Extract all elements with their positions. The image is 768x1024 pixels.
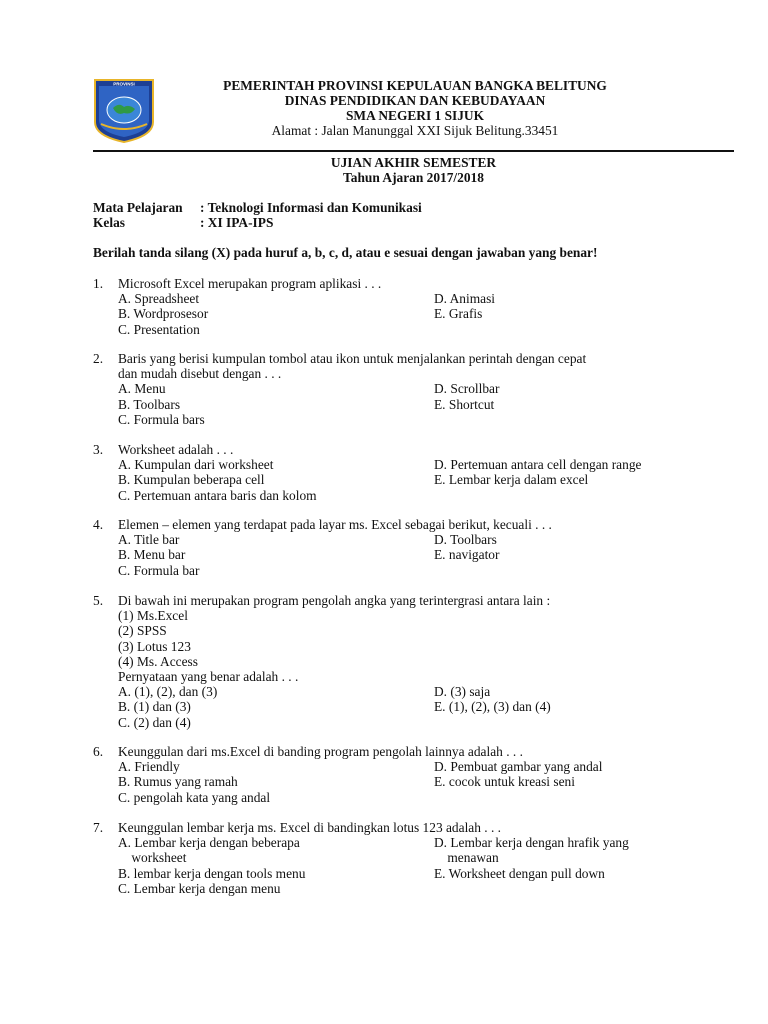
- question-stem: Keunggulan lembar kerja ms. Excel di bandingkan lotus 123 adalah . . .: [118, 820, 502, 835]
- exam-title: [93, 155, 734, 185]
- option-a[interactable]: A. Spreadsheet: [118, 291, 200, 307]
- option-e[interactable]: E. Worksheet dengan pull down: [434, 865, 605, 881]
- question-7: [93, 820, 693, 896]
- question-number: 7.: [93, 820, 104, 835]
- header-divider: [93, 150, 734, 152]
- option-b[interactable]: B. (1) dan (3): [118, 699, 191, 715]
- option-b[interactable]: B. Menu bar: [118, 547, 186, 563]
- option-e[interactable]: E. cocok untuk kreasi seni: [434, 774, 575, 790]
- province-logo: [93, 78, 155, 144]
- question-stem-continued: dan mudah disebut dengan . . .: [118, 366, 282, 382]
- question-number: 1.: [93, 276, 104, 291]
- letterhead-address: Alamat : Jalan Manunggal XXI Sijuk Belitung.33451: [271, 123, 559, 138]
- question-3: [93, 442, 693, 503]
- option-a-continued: worksheet: [118, 850, 187, 866]
- option-d[interactable]: D. Lembar kerja dengan hrafik yang: [434, 835, 629, 851]
- option-a[interactable]: A. (1), (2), dan (3): [118, 684, 218, 700]
- statement-1: (1) Ms.Excel: [118, 608, 188, 624]
- question-stem: Elemen – elemen yang terdapat pada layar ms. Excel sebagai berikut, kecuali . . .: [118, 517, 552, 532]
- exam-meta: [93, 200, 422, 230]
- subject-label: Mata Pelajaran: [93, 200, 183, 215]
- statement-4: (4) Ms. Access: [118, 653, 198, 669]
- subject-value: : Teknologi Informasi dan Komunikasi: [200, 200, 422, 215]
- option-e[interactable]: E. Shortcut: [434, 396, 495, 412]
- option-e[interactable]: E. (1), (2), (3) dan (4): [434, 699, 551, 715]
- class-label: Kelas: [93, 215, 125, 230]
- option-b[interactable]: B. lembar kerja dengan tools menu: [118, 865, 306, 881]
- letterhead-department: DINAS PENDIDIKAN DAN KEBUDAYAAN: [284, 93, 546, 108]
- option-a[interactable]: A. Lembar kerja dengan beberapa: [118, 835, 300, 851]
- question-number: 2.: [93, 351, 104, 366]
- question-number: 5.: [93, 593, 104, 608]
- option-a[interactable]: A. Title bar: [118, 532, 180, 548]
- question-number: 3.: [93, 442, 104, 457]
- question-number: 6.: [93, 744, 104, 759]
- exam-name: UJIAN AKHIR SEMESTER: [330, 155, 497, 170]
- option-c[interactable]: C. Lembar kerja dengan menu: [118, 880, 281, 896]
- option-d[interactable]: D. (3) saja: [434, 684, 491, 700]
- question-stem: Microsoft Excel merupakan program aplikasi . . .: [118, 276, 382, 291]
- question-5: [93, 593, 693, 730]
- question-4: [93, 517, 693, 578]
- option-c[interactable]: C. Formula bar: [118, 562, 200, 578]
- option-b[interactable]: B. Kumpulan beberapa cell: [118, 472, 265, 488]
- option-a[interactable]: A. Menu: [118, 381, 166, 397]
- option-d[interactable]: D. Pembuat gambar yang andal: [434, 759, 603, 775]
- exam-year: Tahun Ajaran 2017/2018: [343, 170, 484, 185]
- option-d[interactable]: D. Toolbars: [434, 532, 497, 548]
- option-b[interactable]: B. Wordprosesor: [118, 306, 209, 322]
- instruction: Berilah tanda silang (X) pada huruf a, b, c, d, atau e sesuai dengan jawaban yang benar!: [93, 245, 598, 260]
- statement-2: (2) SPSS: [118, 623, 167, 639]
- option-d[interactable]: D. Pertemuan antara cell dengan range: [434, 457, 642, 473]
- class-value: : XI IPA-IPS: [200, 215, 274, 230]
- question-prompt: Pernyataan yang benar adalah . . .: [118, 669, 299, 685]
- option-d-continued: menawan: [434, 850, 499, 866]
- question-stem: Di bawah ini merupakan program pengolah angka yang terintergrasi antara lain :: [118, 593, 551, 608]
- letterhead-government: PEMERINTAH PROVINSI KEPULAUAN BANGKA BELITUNG: [223, 78, 607, 93]
- question-1: [93, 276, 693, 337]
- question-number: 4.: [93, 517, 104, 532]
- option-c[interactable]: C. Presentation: [118, 321, 200, 337]
- option-e[interactable]: E. Grafis: [434, 306, 483, 322]
- option-c[interactable]: C. Pertemuan antara baris dan kolom: [118, 487, 317, 503]
- letterhead: [160, 78, 670, 138]
- letterhead-school: SMA NEGERI 1 SIJUK: [345, 108, 485, 123]
- option-a[interactable]: A. Kumpulan dari worksheet: [118, 457, 274, 473]
- logo-label: PROVINSI: [113, 81, 135, 87]
- statement-3: (3) Lotus 123: [118, 638, 191, 654]
- option-d[interactable]: D. Scrollbar: [434, 381, 500, 397]
- question-6: [93, 744, 693, 805]
- option-e[interactable]: E. navigator: [434, 547, 500, 563]
- option-c[interactable]: C. (2) dan (4): [118, 714, 191, 730]
- option-c[interactable]: C. pengolah kata yang andal: [118, 789, 271, 805]
- option-a[interactable]: A. Friendly: [118, 759, 180, 775]
- option-e[interactable]: E. Lembar kerja dalam excel: [434, 472, 589, 488]
- question-stem: Keunggulan dari ms.Excel di banding program pengolah lainnya adalah . . .: [118, 744, 523, 759]
- option-b[interactable]: B. Rumus yang ramah: [118, 774, 238, 790]
- question-stem: Worksheet adalah . . .: [118, 442, 234, 457]
- question-stem: Baris yang berisi kumpulan tombol atau ikon untuk menjalankan perintah dengan cepat: [118, 351, 587, 366]
- option-d[interactable]: D. Animasi: [434, 291, 496, 307]
- option-b[interactable]: B. Toolbars: [118, 396, 181, 412]
- question-2: [93, 351, 693, 427]
- option-c[interactable]: C. Formula bars: [118, 411, 205, 427]
